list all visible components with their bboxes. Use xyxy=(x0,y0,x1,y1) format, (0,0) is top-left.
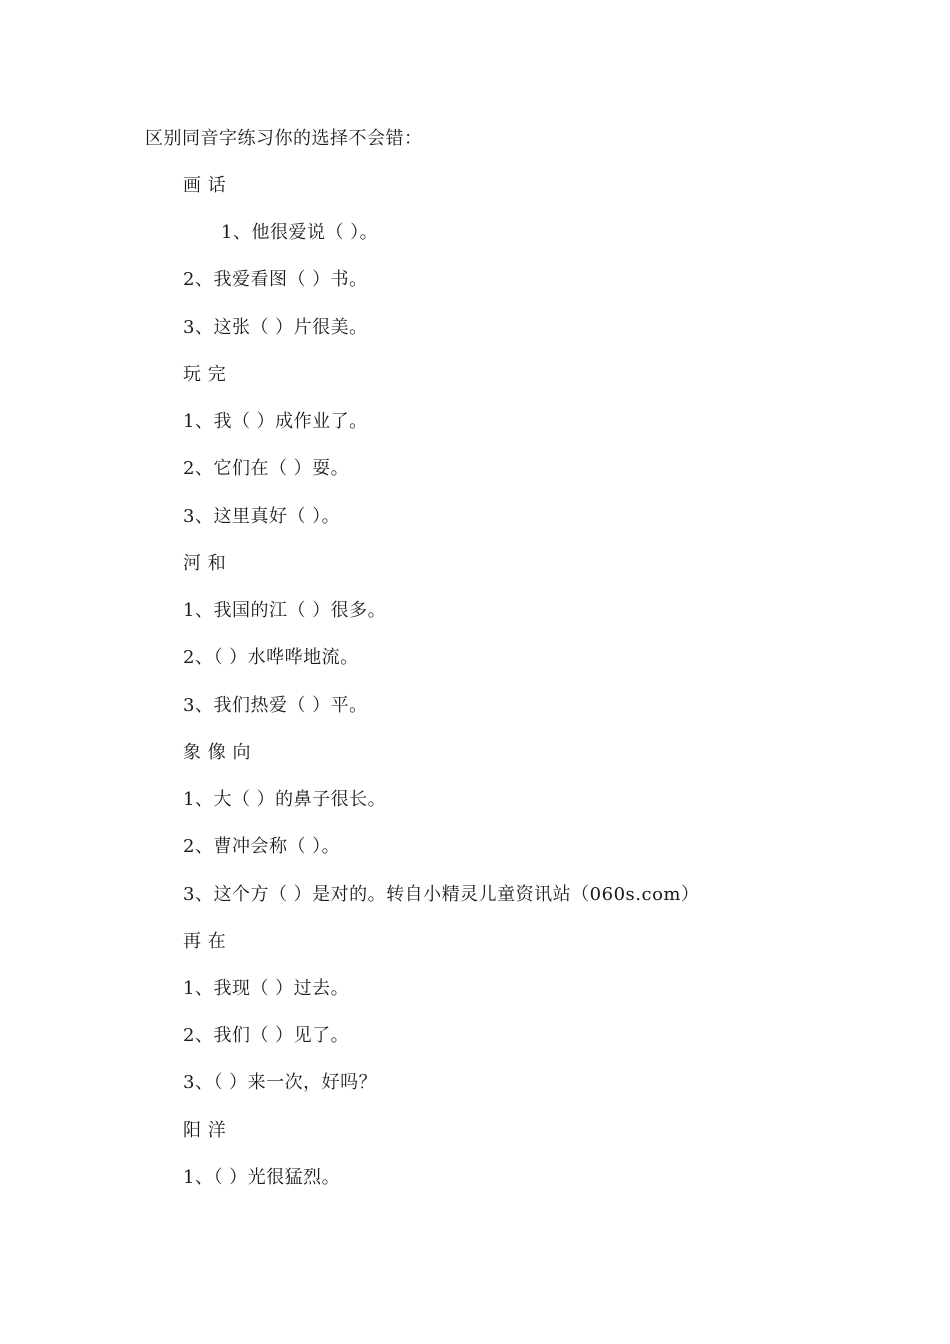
exercise-item: 3、这个方（ ）是对的。转自小精灵儿童资讯站（060s.com） xyxy=(183,884,700,905)
exercise-item: 1、大（ ）的鼻子很长。 xyxy=(183,789,387,810)
exercise-item: 3、（ ）来一次，好吗？ xyxy=(183,1072,378,1093)
document-title: 区别同音字练习你的选择不会错： xyxy=(145,128,423,149)
exercise-item: 1、我现（ ）过去。 xyxy=(183,978,350,999)
exercise-item: 1、（ ）光很猛烈。 xyxy=(183,1167,341,1188)
exercise-item: 1、我国的江（ ）很多。 xyxy=(183,600,387,621)
word-group-heading: 象 像 向 xyxy=(183,742,251,763)
exercise-item: 3、这里真好（ ）。 xyxy=(183,506,341,527)
exercise-item: 2、（ ）水哗哗地流。 xyxy=(183,647,359,668)
exercise-item: 1、他很爱说（ ）。 xyxy=(221,222,379,243)
word-group-heading: 玩 完 xyxy=(183,364,227,385)
exercise-item: 2、曹冲会称（ ）。 xyxy=(183,836,341,857)
exercise-item: 3、我们热爱（ ）平。 xyxy=(183,695,368,716)
exercise-item: 2、我们（ ）见了。 xyxy=(183,1025,350,1046)
exercise-item: 3、这张（ ）片很美。 xyxy=(183,317,368,338)
exercise-item: 2、它们在（ ）耍。 xyxy=(183,458,350,479)
word-group-heading: 河 和 xyxy=(183,553,227,574)
exercise-item: 2、我爱看图（ ）书。 xyxy=(183,269,368,290)
word-group-heading: 再 在 xyxy=(183,931,227,952)
word-group-heading: 画 话 xyxy=(183,175,227,196)
word-group-heading: 阳 洋 xyxy=(183,1120,227,1141)
exercise-item: 1、我（ ）成作业了。 xyxy=(183,411,368,432)
